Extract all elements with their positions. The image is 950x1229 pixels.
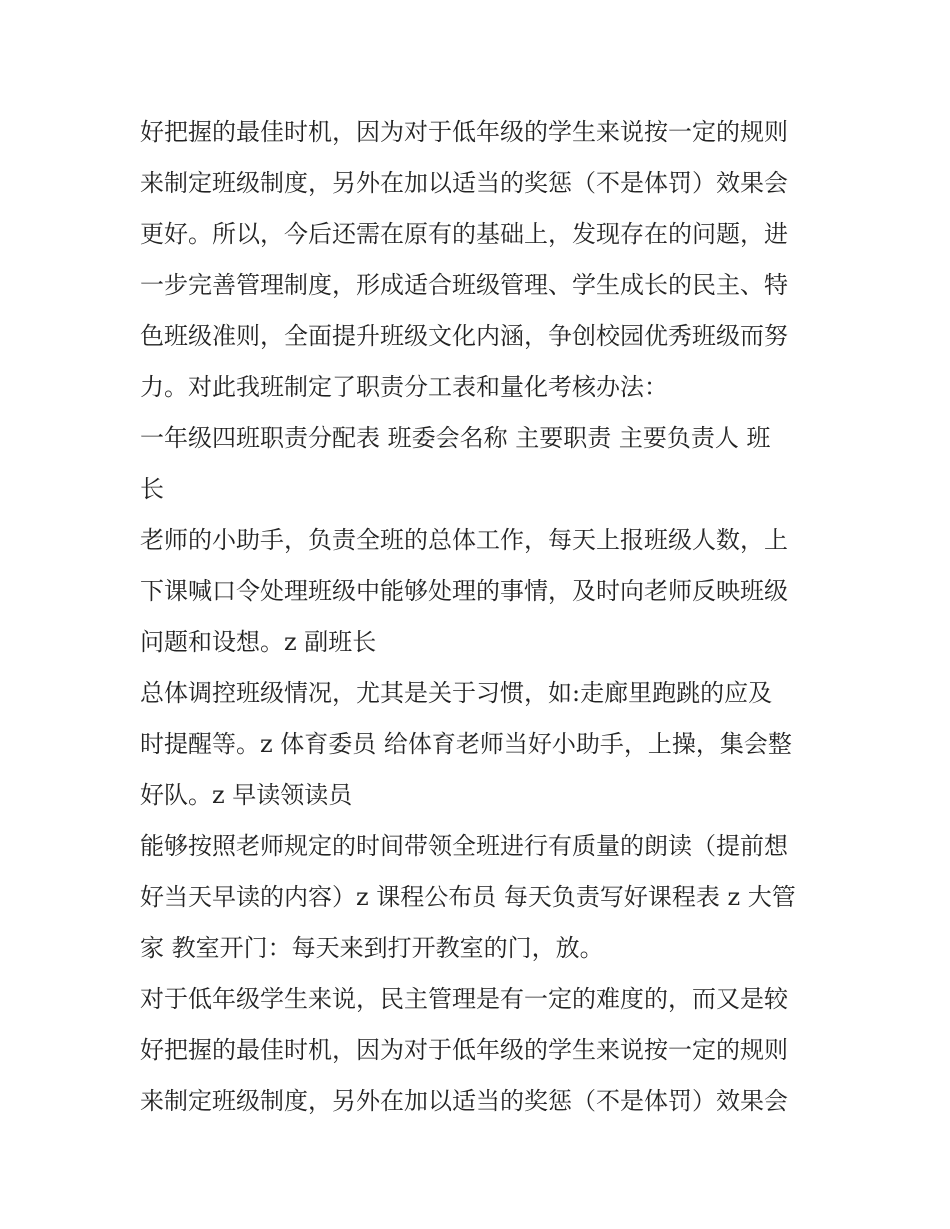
- text-line: 能够按照老师规定的时间带领全班进行有质量的朗读（提前想: [140, 832, 788, 860]
- text-line: 色班级准则，全面提升班级文化内涵，争创校园优秀班级而努: [140, 322, 788, 350]
- text-line: 一步完善管理制度，形成适合班级管理、学生成长的民主、特: [140, 271, 788, 299]
- text-line: 一年级四班职责分配表 班委会名称 主要职责 主要负责人 班: [140, 424, 771, 452]
- text-line: 好队。z 早读领读员: [140, 781, 353, 809]
- text-line: 来制定班级制度，另外在加以适当的奖惩（不是体罚）效果会: [140, 1087, 788, 1115]
- text-line: 长: [140, 475, 164, 503]
- text-line: 总体调控班级情况，尤其是关于习惯，如:走廊里跑跳的应及: [140, 679, 773, 707]
- text-line: 力。对此我班制定了职责分工表和量化考核办法：: [140, 373, 668, 401]
- text-line: 老师的小助手，负责全班的总体工作，每天上报班级人数，上: [140, 526, 788, 554]
- document-body: [140, 107, 840, 1127]
- text-line: 问题和设想。z 副班长: [140, 628, 377, 656]
- text-line: 来制定班级制度，另外在加以适当的奖惩（不是体罚）效果会: [140, 169, 788, 197]
- text-line: 时提醒等。z 体育委员 给体育老师当好小助手，上操，集会整: [140, 730, 792, 758]
- text-line: 对于低年级学生来说，民主管理是有一定的难度的，而又是较: [140, 985, 788, 1013]
- text-line: 好把握的最佳时机，因为对于低年级的学生来说按一定的规则: [140, 118, 788, 146]
- text-line: 下课喊口令处理班级中能够处理的事情，及时向老师反映班级: [140, 577, 788, 605]
- text-line: 好当天早读的内容）z 课程公布员 每天负责写好课程表 z 大管: [140, 883, 796, 911]
- text-line: 更好。所以，今后还需在原有的基础上，发现存在的问题，进: [140, 220, 788, 248]
- text-line: 好把握的最佳时机，因为对于低年级的学生来说按一定的规则: [140, 1036, 788, 1064]
- text-line: 家 教室开门：每天来到打开教室的门，放。: [140, 934, 604, 962]
